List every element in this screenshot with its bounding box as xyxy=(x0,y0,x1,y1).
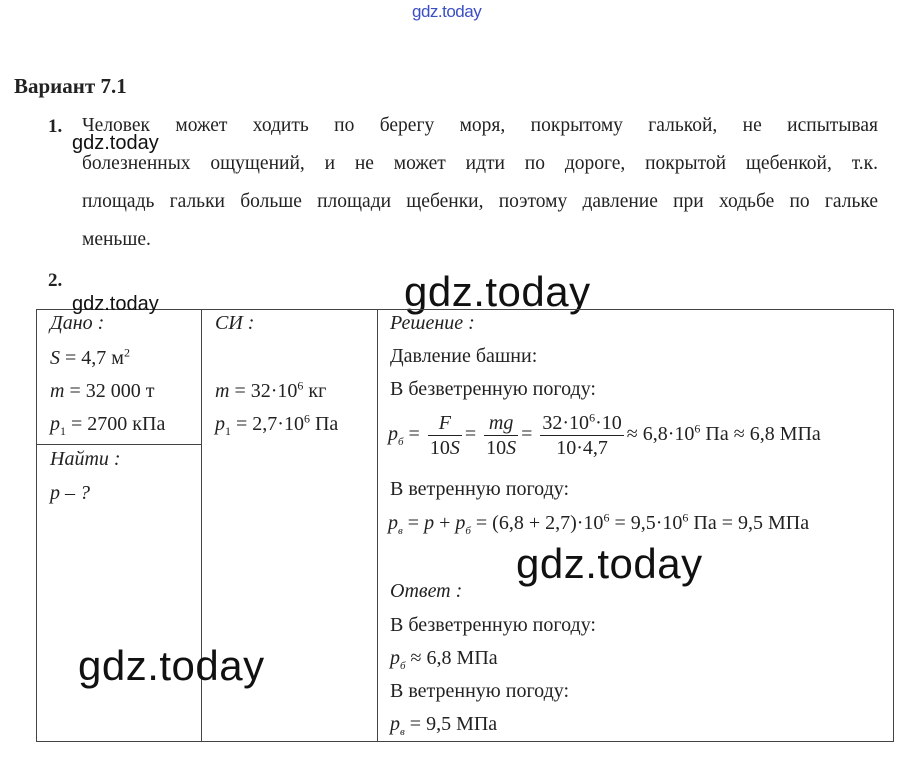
si-pressure: $p_1 = 2,7\cdot 10^6$ Па xyxy=(215,411,339,438)
given-pressure: $p_1 = 2700$ кПа xyxy=(50,413,166,438)
question-1-line-2: болезненных ощущений, и не может идти по дороге, покрытой щебенкой, т.к. xyxy=(82,153,878,174)
given-pressure-unit: кПа xyxy=(132,413,166,435)
question-1-line-4: меньше. xyxy=(82,229,151,250)
given-find-divider xyxy=(36,444,201,445)
si-pressure-value: 2,7 xyxy=(252,413,278,435)
answer-header: Ответ : xyxy=(390,580,463,602)
windy-result: 9,5·10 xyxy=(630,512,683,534)
fraction-numeric-numerator: 32·10 xyxy=(542,412,590,434)
given-area-value: 4,7 xyxy=(81,347,107,369)
find-header: Найти : xyxy=(50,448,121,470)
si-header: СИ : xyxy=(215,312,255,334)
watermark: gdz.today xyxy=(78,642,265,689)
site-logo[interactable]: gdz.today xyxy=(412,2,482,21)
solution-line-2: В безветренную погоду: xyxy=(390,378,596,400)
windy-final: 9,5 МПа xyxy=(738,512,810,534)
fraction-f-over-10s: $\frac{F}{10S}$ xyxy=(429,412,460,459)
find-expression: p – ? xyxy=(50,482,90,504)
given-mass-unit: т xyxy=(145,380,155,402)
given-pressure-value: 2700 xyxy=(87,413,128,435)
answer-windy-value: 9,5 МПа xyxy=(426,713,498,735)
windy-pressure-formula: $p_в = p + p_б = (6,8 + 2,7)\cdot 10^6 = 9,5\cdot 10^6$ Па = 9,5 МПа xyxy=(388,510,810,537)
watermark: gdz.today xyxy=(516,540,703,587)
si-mass-unit: кг xyxy=(308,380,327,402)
given-mass: m = 32 000 т xyxy=(50,380,155,402)
si-mass: $m = 32\cdot 10^6$ кг xyxy=(215,378,327,402)
given-header: Дано : xyxy=(50,312,105,334)
given-mass-value: 32 000 xyxy=(85,380,141,402)
calm-result: 6,8·10 xyxy=(642,423,695,446)
fraction-mg-over-10s: $\frac{mg}{10S}$ xyxy=(486,412,517,459)
fraction-numeric: $\frac{32\cdot 10^6\cdot 10}{10\cdot 4,7}$ xyxy=(542,410,622,459)
solution-line-1: Давление башни: xyxy=(390,345,538,367)
si-pressure-unit: Па xyxy=(314,413,339,435)
given-area: S = 4,7 $м^2$ xyxy=(50,345,130,369)
variant-title: Вариант 7.1 xyxy=(14,74,127,98)
answer-windy-label: В ветренную погоду: xyxy=(390,680,570,702)
question-1-line-3: площадь гальки больше площади щебенки, поэтому давление при ходьбе по гальке xyxy=(82,191,878,212)
si-mass-value: 32 xyxy=(250,380,271,402)
question-1-line-1: Человек может ходить по берегу моря, покрытому галькой, не испытывая xyxy=(82,115,878,136)
fraction-numeric-denominator: 10·4,7 xyxy=(556,437,608,459)
answer-calm-value: 6,8 МПа xyxy=(426,647,498,669)
windy-expression: (6,8 + 2,7)·10 xyxy=(492,512,604,534)
windy-unit: Па xyxy=(693,512,717,534)
calm-final: 6,8 МПа xyxy=(749,423,821,446)
question-2-number: 2. xyxy=(48,270,63,291)
watermark: gdz.today xyxy=(72,132,159,154)
question-1-number: 1. xyxy=(48,116,63,137)
calm-unit: Па xyxy=(705,423,729,446)
answer-calm-label: В безветренную погоду: xyxy=(390,614,596,636)
watermark: gdz.today xyxy=(404,268,591,315)
given-area-unit: м xyxy=(111,347,124,369)
answer-windy: $p_в = 9,5$ МПа xyxy=(390,713,498,738)
column-divider-si xyxy=(377,309,378,742)
answer-calm: $p_б \approx 6,8$ МПа xyxy=(390,647,498,672)
solution-header: Решение : xyxy=(390,312,475,334)
solution-line-3: В ветренную погоду: xyxy=(390,478,570,500)
calm-pressure-formula: $p_б$ = $\frac{F}{10S}$ = $\frac{mg}{10S}$ = $\frac{32\cdot 10^6\cdot 10}{10\cdot 4,7}$ ≈ $6,8\cdot 10^6$ Па ≈ 6,8 МПа xyxy=(388,410,821,459)
watermark: gdz.today xyxy=(72,293,159,315)
